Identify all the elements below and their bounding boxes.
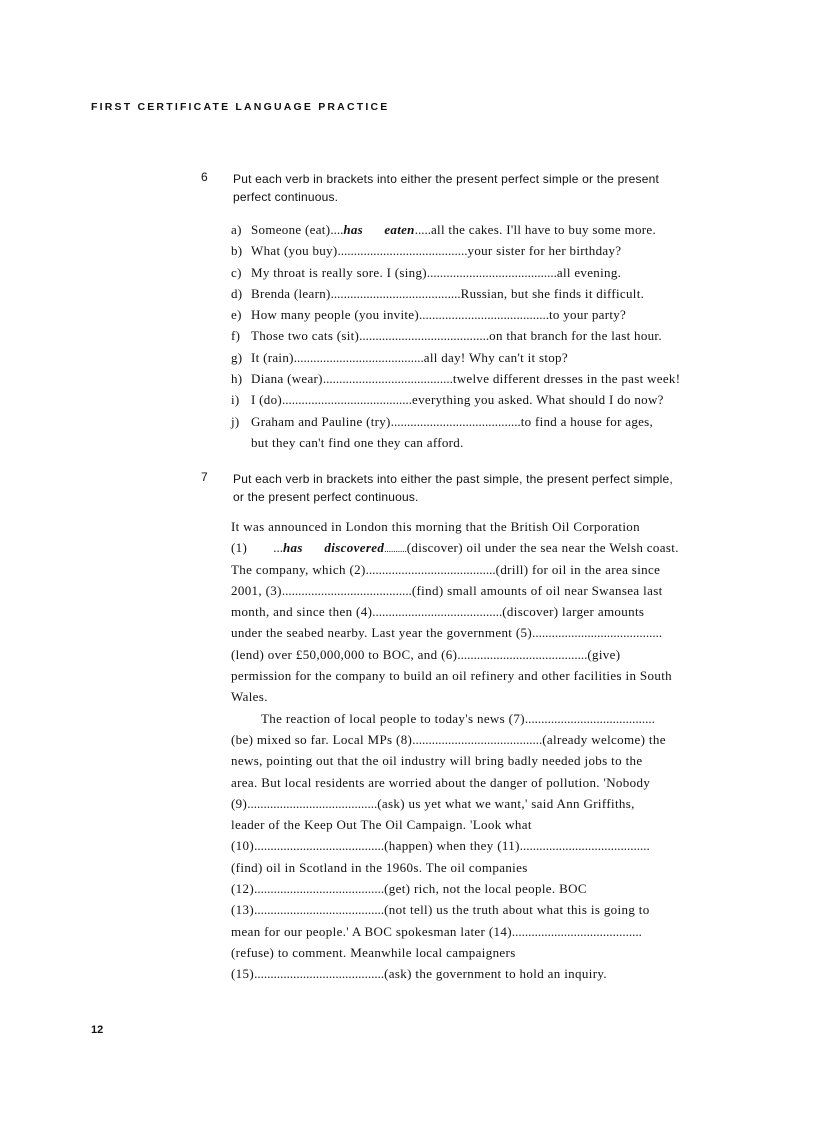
passage-text: The reaction of local people to today's news (7) — [261, 710, 525, 726]
passage-text: (not tell) us the truth about what this is going to — [384, 902, 650, 918]
exercise-item-j-continuation: but they can't find one they can afford. — [251, 434, 464, 450]
exercise-item-b — [231, 240, 751, 261]
passage-line — [231, 921, 741, 942]
passage-line — [231, 622, 741, 643]
passage-text: (lend) over £50,000,000 to BOC, and (6) — [231, 646, 458, 662]
gap-number: (1) — [231, 540, 248, 556]
item-label: i) — [231, 392, 240, 408]
item-text-before: My throat is really sore. I (sing) — [251, 264, 427, 280]
passage-text: (be) mixed so far. Local MPs (8) — [231, 731, 413, 747]
passage-line — [231, 772, 741, 793]
passage-line — [231, 942, 741, 963]
passage-line — [231, 559, 741, 580]
item-label: h) — [231, 371, 243, 387]
passage-text: area. But local residents are worried about the danger of pollution. 'Nobody — [231, 774, 651, 790]
answer-blank-dots: ... — [273, 540, 283, 556]
exercise-item-e — [231, 304, 751, 325]
item-text-before: Graham and Pauline (try) — [251, 413, 391, 429]
item-text-after: all evening. — [556, 264, 622, 280]
answer-blank[interactable]: ........................................ — [330, 285, 461, 301]
passage-line-example — [231, 537, 741, 558]
passage-text: (give) — [587, 646, 621, 662]
exercise-item-f — [231, 325, 751, 346]
answer-blank[interactable]: ........................................ — [372, 604, 503, 620]
passage-text: (drill) for oil in the area since — [495, 561, 661, 577]
exercise-item-a — [231, 219, 751, 240]
item-text-before: Diana (wear) — [251, 371, 323, 387]
item-text-before: What (you buy) — [251, 243, 338, 259]
exercise-item-i — [231, 389, 751, 410]
passage-text: (find) oil in Scotland in the 1960s. The oil companies — [231, 859, 528, 875]
passage-line — [231, 601, 741, 622]
passage-line: It was announced in London this morning that the British Oil Corporation — [231, 519, 641, 534]
item-text-before: Someone (eat) — [251, 222, 331, 237]
passage-text: news, pointing out that the oil industry will bring badly needed jobs to the — [231, 753, 643, 769]
exercise-item-j — [231, 411, 751, 432]
item-label: g) — [231, 349, 243, 365]
answer-blank[interactable]: ........................................ — [254, 838, 385, 854]
answer-blank[interactable]: ........................................ — [293, 349, 424, 365]
passage-line — [231, 835, 741, 856]
item-label: b) — [231, 243, 243, 259]
answer-blank[interactable]: ........................................ — [254, 902, 385, 918]
passage-text: month, and since then (4) — [231, 604, 373, 620]
item-text-after: twelve different dresses in the past week! — [452, 371, 681, 387]
answer-blank-dots: .......... — [384, 544, 407, 555]
item-text-after: on that branch for the last hour. — [489, 328, 662, 344]
item-text-before: I (do) — [251, 392, 283, 408]
instruction-line: Put each verb in brackets into either the present perfect simple or the present — [233, 172, 660, 186]
exercise-7-passage — [231, 516, 741, 985]
passage-line — [231, 814, 741, 835]
passage-line — [231, 750, 741, 771]
exercise-item-g — [231, 347, 751, 368]
passage-text: (12) — [231, 881, 255, 897]
answer-blank[interactable]: ........................................ — [282, 392, 413, 408]
exercise-6-items — [231, 219, 751, 453]
passage-text: (10) — [231, 838, 255, 854]
instruction-line: perfect continuous. — [233, 190, 339, 204]
item-text-after: all the cakes. I'll have to buy some more. — [430, 222, 657, 237]
passage-text: (happen) when they (11) — [384, 838, 520, 854]
passage-text: mean for our people.' A BOC spokesman later (14) — [231, 923, 512, 939]
instruction-line: or the present perfect continuous. — [233, 490, 419, 504]
answer-blank[interactable]: ........................................ — [412, 731, 543, 747]
passage-text: leader of the Keep Out The Oil Campaign. 'Look what — [231, 817, 532, 833]
passage-text: under the seabed nearby. Last year the government (5) — [231, 625, 533, 641]
answer-blank[interactable]: ........................................ — [365, 561, 496, 577]
item-label: f) — [231, 328, 241, 344]
answer-blank[interactable]: ........................................ — [418, 307, 549, 323]
answer-blank[interactable]: ........................................ — [247, 795, 378, 811]
answer-blank[interactable]: ........................................ — [254, 881, 385, 897]
passage-line — [231, 878, 741, 899]
passage-line — [231, 644, 741, 665]
passage-text: 2001, (3) — [231, 582, 282, 598]
passage-text: (15) — [231, 966, 255, 982]
item-text-after: everything you asked. What should I do now? — [412, 392, 664, 408]
passage-text: (get) rich, not the local people. BOC — [384, 881, 587, 897]
item-text-before: How many people (you invite) — [251, 307, 419, 323]
passage-line — [231, 793, 741, 814]
passage-text: (ask) the government to hold an inquiry. — [384, 966, 607, 982]
instruction-line: Put each verb in brackets into either the past simple, the present perfect simple, — [233, 472, 673, 486]
passage-line — [231, 899, 741, 920]
item-label: a) — [231, 222, 242, 237]
example-answer: has discovered — [282, 540, 385, 556]
answer-blank[interactable]: ........................................ — [390, 413, 521, 429]
answer-blank[interactable]: ........................................ — [254, 966, 385, 982]
answer-blank[interactable]: ........................................ — [457, 646, 588, 662]
answer-blank[interactable]: ........................................ — [322, 371, 453, 387]
exercise-7-number: 7 — [201, 470, 208, 484]
passage-line — [231, 686, 741, 707]
passage-text: (discover) oil under the sea near the Welsh coast. — [406, 540, 679, 556]
passage-line — [231, 580, 741, 601]
item-text-before: It (rain) — [251, 349, 294, 365]
answer-blank[interactable]: ........................................ — [359, 328, 490, 344]
exercise-item-h — [231, 368, 751, 389]
exercise-6-instruction — [233, 170, 753, 206]
passage-text: (9) — [231, 795, 248, 811]
answer-blank[interactable]: ........................................ — [532, 625, 663, 641]
item-label: d) — [231, 285, 243, 301]
answer-blank[interactable]: ........................................ — [524, 710, 655, 726]
passage-line — [231, 708, 741, 729]
passage-text: permission for the company to build an oil refinery and other facilities in South — [231, 668, 673, 684]
passage-text: (find) small amounts of oil near Swansea last — [411, 582, 663, 598]
item-label: c) — [231, 264, 242, 280]
passage-line — [231, 963, 741, 984]
item-text-before: Brenda (learn) — [251, 285, 331, 301]
answer-blank[interactable]: ........................................ — [519, 838, 650, 854]
exercise-7-instruction — [233, 470, 753, 506]
passage-line — [231, 665, 741, 686]
passage-text: (already welcome) the — [542, 731, 666, 747]
passage-text: (discover) larger amounts — [502, 604, 645, 620]
answer-blank[interactable]: ........................................ — [511, 923, 642, 939]
exercise-item-c — [231, 262, 751, 283]
passage-text: The company, which (2) — [231, 561, 366, 577]
item-label: j) — [231, 413, 240, 429]
answer-blank-dots: ..... — [414, 222, 431, 237]
exercise-6-number: 6 — [201, 170, 208, 184]
answer-blank[interactable]: ........................................ — [426, 264, 557, 280]
item-text-after: to find a house for ages, — [520, 413, 654, 429]
passage-text: (ask) us yet what we want,' said Ann Griffiths, — [377, 795, 635, 811]
answer-blank[interactable]: ........................................ — [281, 582, 412, 598]
exercise-item-d — [231, 283, 751, 304]
item-text-after: your sister for her birthday? — [467, 243, 622, 259]
item-label: e) — [231, 307, 242, 323]
item-text-before: Those two cats (sit) — [251, 328, 360, 344]
passage-line — [231, 857, 741, 878]
running-header: FIRST CERTIFICATE LANGUAGE PRACTICE — [91, 101, 390, 113]
answer-blank-dots: .... — [330, 222, 344, 237]
item-text-after: Russian, but she finds it difficult. — [460, 285, 645, 301]
passage-text: Wales. — [231, 689, 268, 705]
passage-line — [231, 729, 741, 750]
item-text-after: to your party? — [548, 307, 627, 323]
passage-text: (13) — [231, 902, 255, 918]
example-answer: has eaten — [343, 222, 415, 237]
answer-blank[interactable]: ........................................ — [337, 243, 468, 259]
passage-text: (refuse) to comment. Meanwhile local campaigners — [231, 944, 516, 960]
page-number: 12 — [91, 1024, 104, 1036]
item-text-after: all day! Why can't it stop? — [423, 349, 568, 365]
